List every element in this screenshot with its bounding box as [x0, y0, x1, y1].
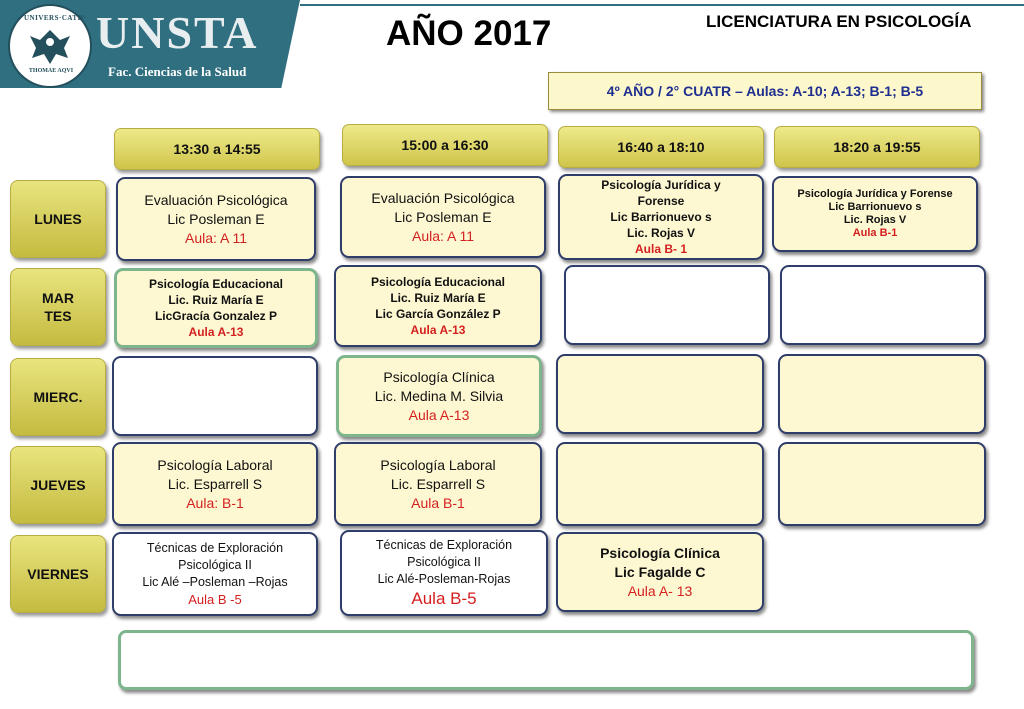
class-room: Aula A-13	[410, 323, 466, 337]
time-slot-3: 16:40 a 18:10	[558, 126, 764, 168]
page-title: AÑO 2017	[386, 14, 552, 53]
class-subject: Técnicas de Exploración	[375, 537, 513, 552]
class-teacher: Lic Posleman E	[167, 210, 265, 227]
class-teacher: Lic. Esparrell S	[167, 475, 263, 492]
seal-text-bottom: THOMAE AQVI	[28, 68, 74, 74]
class-teacher: Lic. Ruiz María E	[390, 291, 486, 305]
class-cell	[112, 442, 318, 526]
class-cell	[114, 268, 318, 348]
class-teacher: Lic Barrionuevo s	[828, 201, 922, 213]
empty-cell	[780, 265, 986, 345]
class-teacher: Lic. Ruiz María E	[168, 293, 264, 307]
empty-cell	[778, 442, 986, 526]
empty-cell	[556, 354, 764, 434]
class-teacher: Lic Barrionuevo s	[610, 210, 712, 224]
class-subject: Forense	[637, 194, 685, 208]
class-subject: Psicología Jurídica y Forense	[797, 188, 953, 200]
class-cell	[340, 530, 548, 616]
class-subject: Técnicas de Exploración	[146, 541, 284, 555]
time-slot-4: 18:20 a 19:55	[774, 126, 980, 168]
class-teacher: Lic Alé-Posleman-Rojas	[377, 571, 511, 586]
class-room: Aula B-1	[411, 494, 465, 511]
seal-text-top: UNIVERS·CATH·	[24, 14, 87, 22]
class-cell	[334, 442, 542, 526]
day-label: JUEVES	[30, 476, 86, 493]
class-subject: Psicología Clínica	[383, 368, 495, 385]
faculty-name: Fac. Ciencias de la Salud	[108, 64, 247, 79]
day-label: LUNES	[34, 210, 82, 227]
class-teacher: Lic García González P	[375, 307, 501, 321]
class-room: Aula A-13	[188, 325, 244, 339]
class-subject: Psicología Laboral	[157, 456, 273, 473]
class-room: Aula B-1	[852, 227, 898, 239]
class-room: Aula B- 1	[634, 242, 687, 256]
class-cell	[556, 532, 764, 612]
class-subject: Psicología Jurídica y	[601, 178, 721, 192]
class-subject: Psicológica II	[407, 554, 481, 569]
class-subject: Psicología Educacional	[148, 277, 284, 291]
class-room: Aula B-5	[411, 588, 477, 608]
university-seal	[8, 4, 92, 88]
time-slot-2: 15:00 a 16:30	[342, 124, 548, 166]
career-title: LICENCIATURA EN PSICOLOGÍA	[706, 12, 972, 31]
empty-cell	[112, 356, 318, 436]
day-viernes	[10, 535, 106, 613]
empty-cell	[564, 265, 770, 345]
day-label: MAR	[42, 289, 74, 306]
empty-cell	[556, 442, 764, 526]
class-teacher: Lic Fagalde C	[614, 563, 706, 580]
class-teacher: Lic Alé –Posleman –Rojas	[142, 575, 288, 589]
class-subject: Psicología Clínica	[600, 544, 720, 561]
class-cell	[112, 532, 318, 616]
class-teacher: Lic. Rojas V	[843, 214, 907, 226]
class-subject: Evaluación Psicológica	[144, 191, 288, 208]
day-miercoles	[10, 358, 106, 436]
header-rule	[300, 4, 1024, 6]
time-slot-1: 13:30 a 14:55	[114, 128, 320, 170]
notes-box	[118, 630, 974, 690]
university-name: UNSTA	[96, 7, 259, 58]
class-teacher: Lic Posleman E	[394, 208, 492, 225]
class-cell	[116, 177, 316, 261]
course-info: 4º AÑO / 2° CUATR – Aulas: A-10; A-13; B-1; B-5	[548, 72, 982, 110]
class-cell	[334, 265, 542, 347]
class-room: Aula: B-1	[186, 494, 244, 511]
class-room: Aula A- 13	[627, 582, 693, 599]
class-cell	[336, 355, 542, 437]
day-label: TES	[44, 308, 72, 324]
class-subject: Psicológica II	[178, 558, 252, 572]
class-teacher: Lic. Rojas V	[626, 226, 696, 240]
day-label: VIERNES	[27, 565, 89, 582]
day-lunes	[10, 180, 106, 258]
class-teacher: Lic. Esparrell S	[390, 475, 486, 492]
class-room: Aula B -5	[188, 592, 242, 607]
class-cell	[772, 176, 978, 252]
class-room: Aula: A 11	[411, 227, 474, 244]
day-jueves	[10, 446, 106, 524]
class-room: Aula: A 11	[184, 229, 247, 246]
class-subject: Psicología Laboral	[380, 456, 496, 473]
class-cell	[558, 174, 764, 260]
class-subject: Evaluación Psicológica	[371, 189, 515, 206]
class-cell	[340, 176, 546, 258]
class-teacher: LicGracía Gonzalez P	[154, 309, 278, 323]
header-banner	[0, 0, 305, 88]
day-martes	[10, 268, 106, 346]
class-subject: Psicología Educacional	[370, 275, 506, 289]
class-teacher: Lic. Medina M. Silvia	[374, 387, 504, 404]
empty-cell	[778, 354, 986, 434]
class-room: Aula A-13	[408, 406, 470, 423]
day-label: MIERC.	[33, 388, 83, 405]
